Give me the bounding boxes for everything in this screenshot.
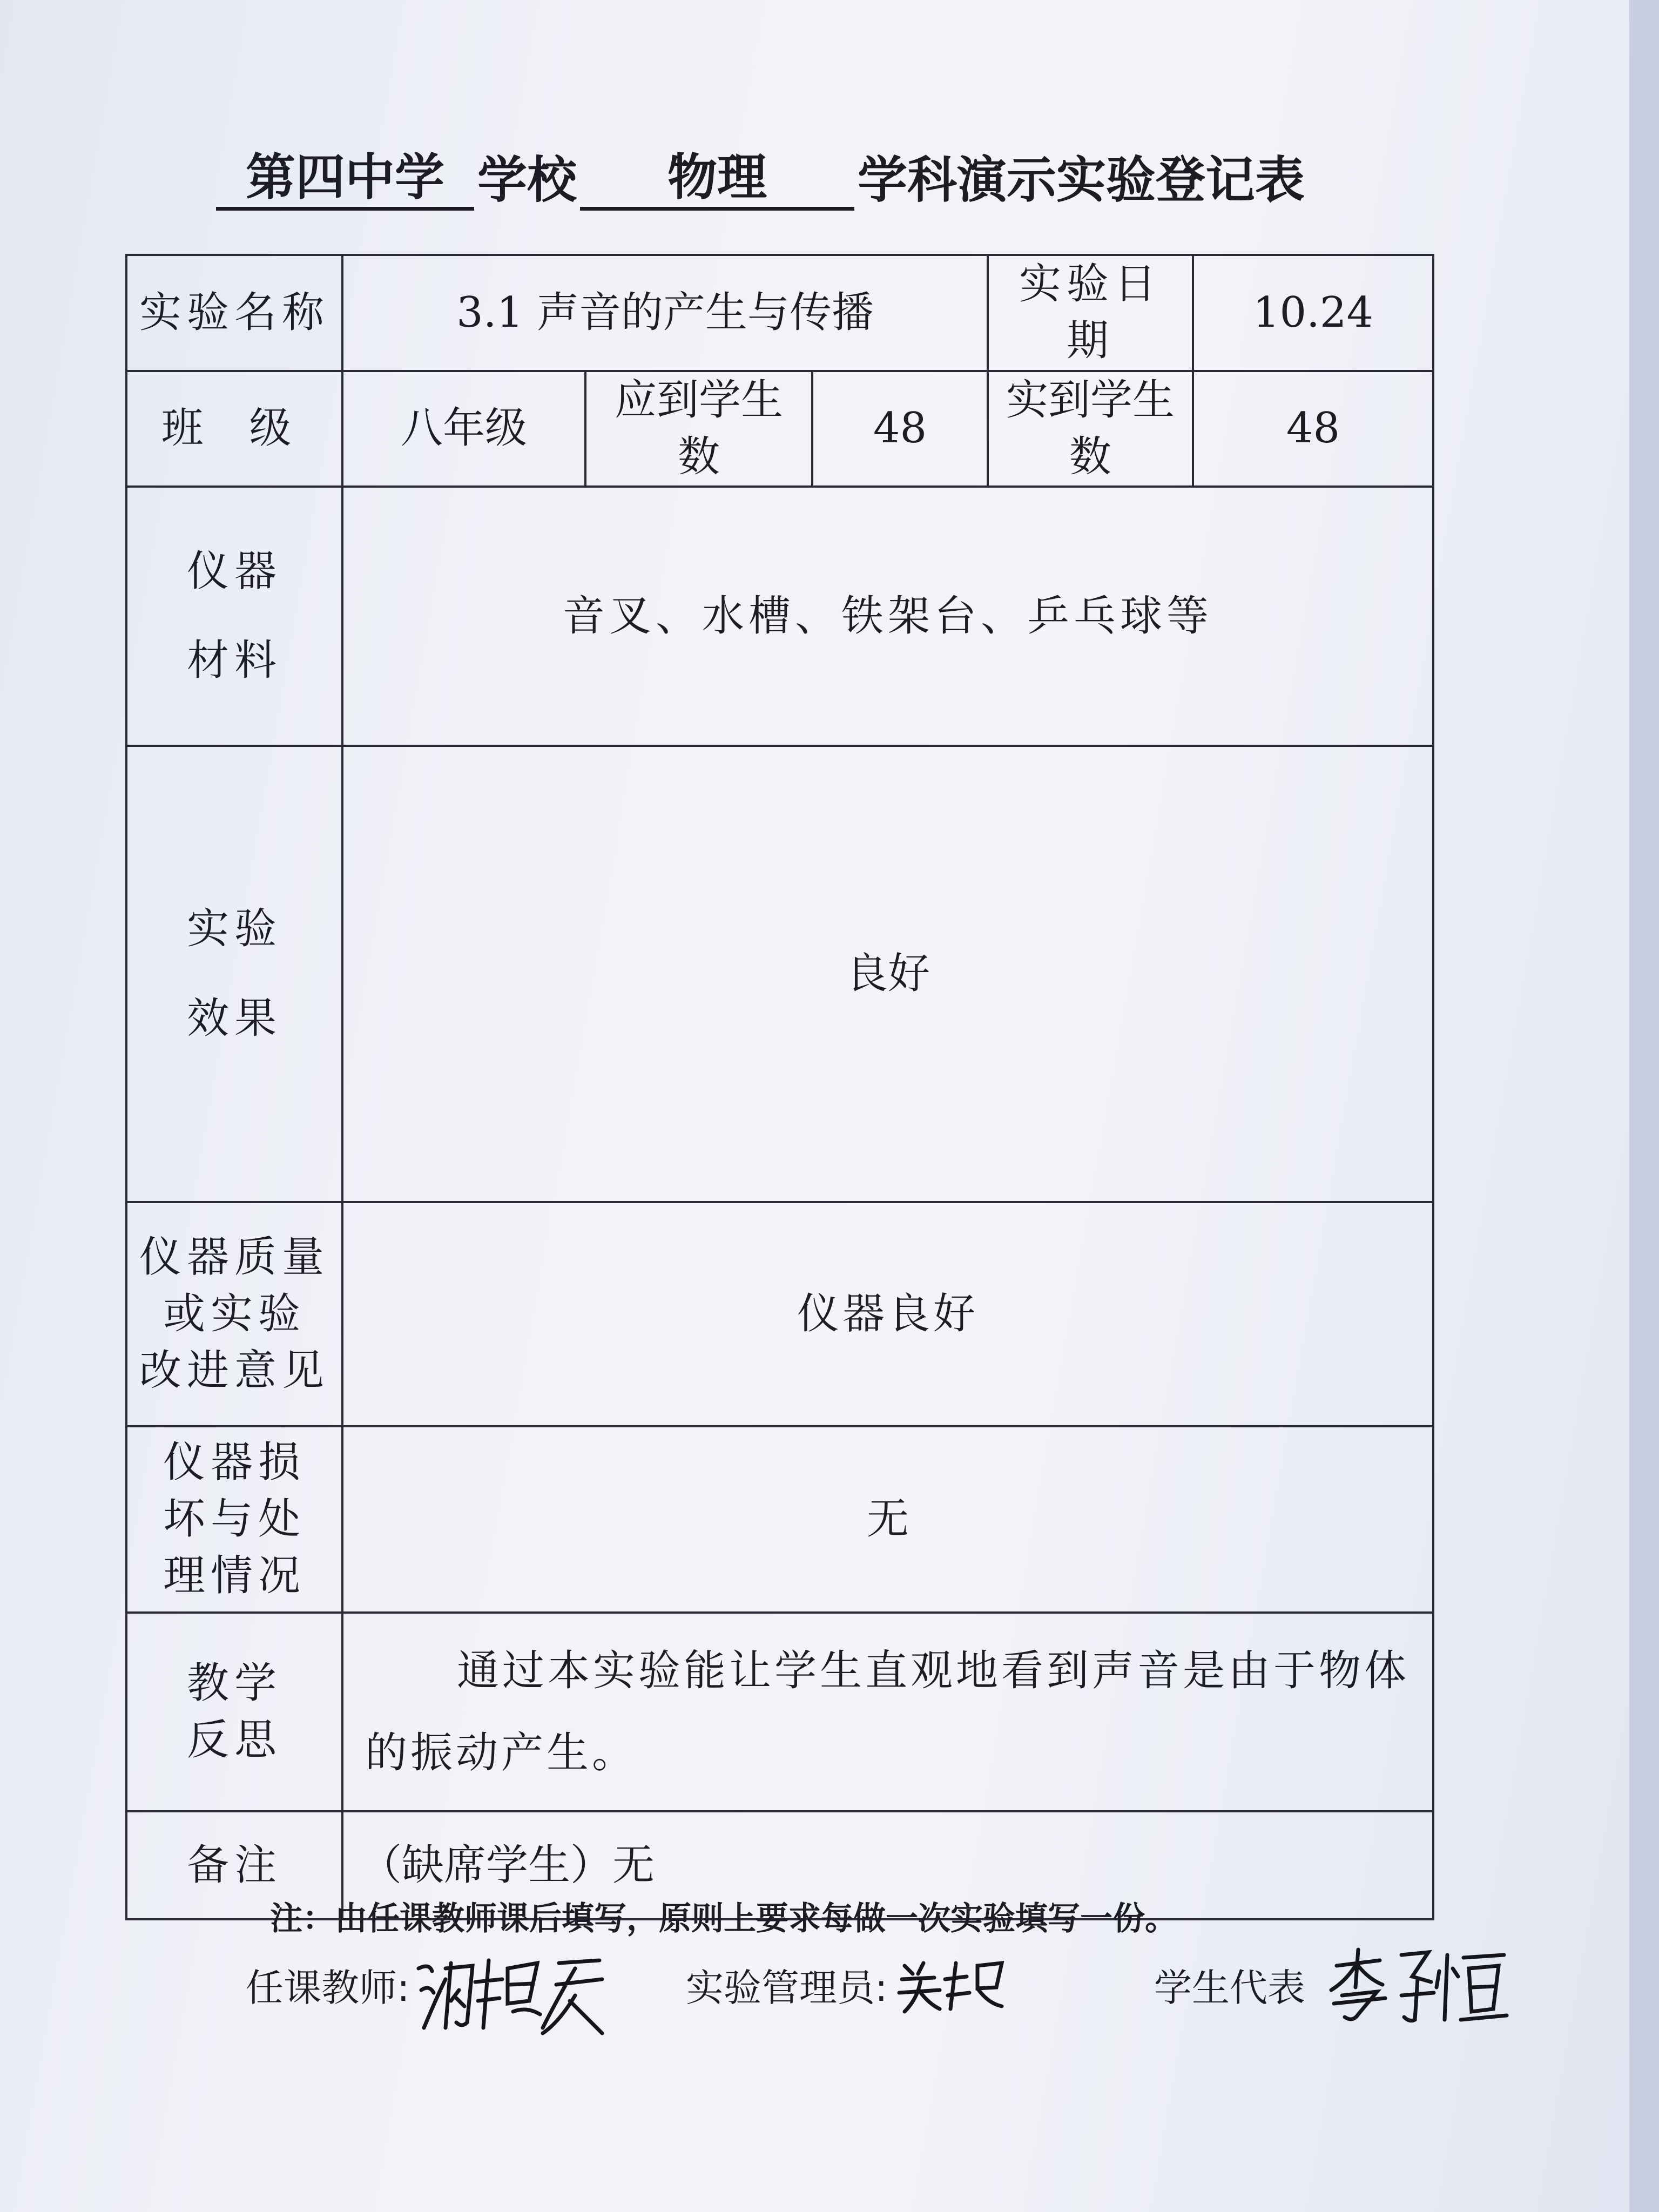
class-label: 班 级 <box>126 371 342 487</box>
expected-students-label: 应到学生数 <box>585 371 812 487</box>
reflection-label <box>126 1613 342 1811</box>
page-edge-shadow <box>1629 0 1659 2212</box>
damage-value: 无 <box>342 1426 1433 1613</box>
admin-label: 实验管理员: <box>686 1966 888 2010</box>
teacher-label: 任课教师: <box>246 1966 410 2010</box>
experiment-date-value: 10.24 <box>1193 255 1433 371</box>
footnote: 注：由任课教师课后填写，原则上要求每做一次实验填写一份。 <box>270 1900 1177 1938</box>
materials-label-line: 仪器 <box>186 547 282 596</box>
remarks-value: （缺席学生）无 <box>342 1811 1433 1919</box>
table-row <box>126 371 1433 487</box>
materials-label-line: 材料 <box>186 636 282 685</box>
table-row <box>126 255 1433 371</box>
table-row <box>126 1426 1433 1613</box>
materials-label <box>126 487 342 746</box>
expected-students-value: 48 <box>812 371 988 487</box>
quality-value: 仪器良好 <box>342 1202 1433 1426</box>
damage-label-line: 理情况 <box>163 1552 306 1601</box>
form-title <box>216 130 1393 211</box>
school-name-blank: 第四中学 <box>216 153 474 211</box>
remarks-label: 备注 <box>126 1811 342 1919</box>
table-row <box>126 1202 1433 1426</box>
experiment-name-label: 实验名称 <box>126 255 342 371</box>
damage-label <box>126 1426 342 1613</box>
actual-students-value: 48 <box>1193 371 1433 487</box>
experiment-register-table <box>125 254 1434 1920</box>
quality-label <box>126 1202 342 1426</box>
teacher-signature <box>413 1947 608 2039</box>
subject-blank: 物理 <box>580 153 854 211</box>
experiment-name-value: 3.1 声音的产生与传播 <box>342 255 988 371</box>
signature-row <box>246 1947 1542 2039</box>
experiment-date-label: 实验日期 <box>988 255 1193 371</box>
effect-label <box>126 746 342 1202</box>
effect-label-line: 效果 <box>186 994 282 1043</box>
quality-label-line: 改进意见 <box>139 1346 329 1395</box>
reflection-label-line: 反思 <box>186 1716 282 1765</box>
effect-label-line: 实验 <box>186 905 282 954</box>
damage-label-line: 仪器损 <box>163 1438 306 1487</box>
class-value: 八年级 <box>342 371 585 487</box>
table-row <box>126 487 1433 746</box>
materials-value: 音叉、水槽、铁架台、乒乓球等 <box>342 487 1433 746</box>
quality-label-line: 或实验 <box>163 1290 306 1339</box>
reflection-label-line: 教学 <box>186 1658 282 1708</box>
student-signature <box>1326 1944 1509 2025</box>
damage-label-line: 坏与处 <box>163 1495 306 1544</box>
school-suffix: 学校 <box>477 151 577 209</box>
title-suffix: 学科演示实验登记表 <box>858 151 1305 209</box>
reflection-value: 通过本实验能让学生直观地看到声音是由于物体的振动产生。 <box>342 1613 1433 1811</box>
admin-signature <box>896 1955 1004 2014</box>
actual-students-label: 实到学生数 <box>988 371 1193 487</box>
table-row <box>126 1613 1433 1811</box>
quality-label-line: 仪器质量 <box>139 1232 329 1282</box>
effect-value: 良好 <box>342 746 1433 1202</box>
student-representative-label: 学生代表 <box>1154 1966 1305 2010</box>
table-row <box>126 746 1433 1202</box>
